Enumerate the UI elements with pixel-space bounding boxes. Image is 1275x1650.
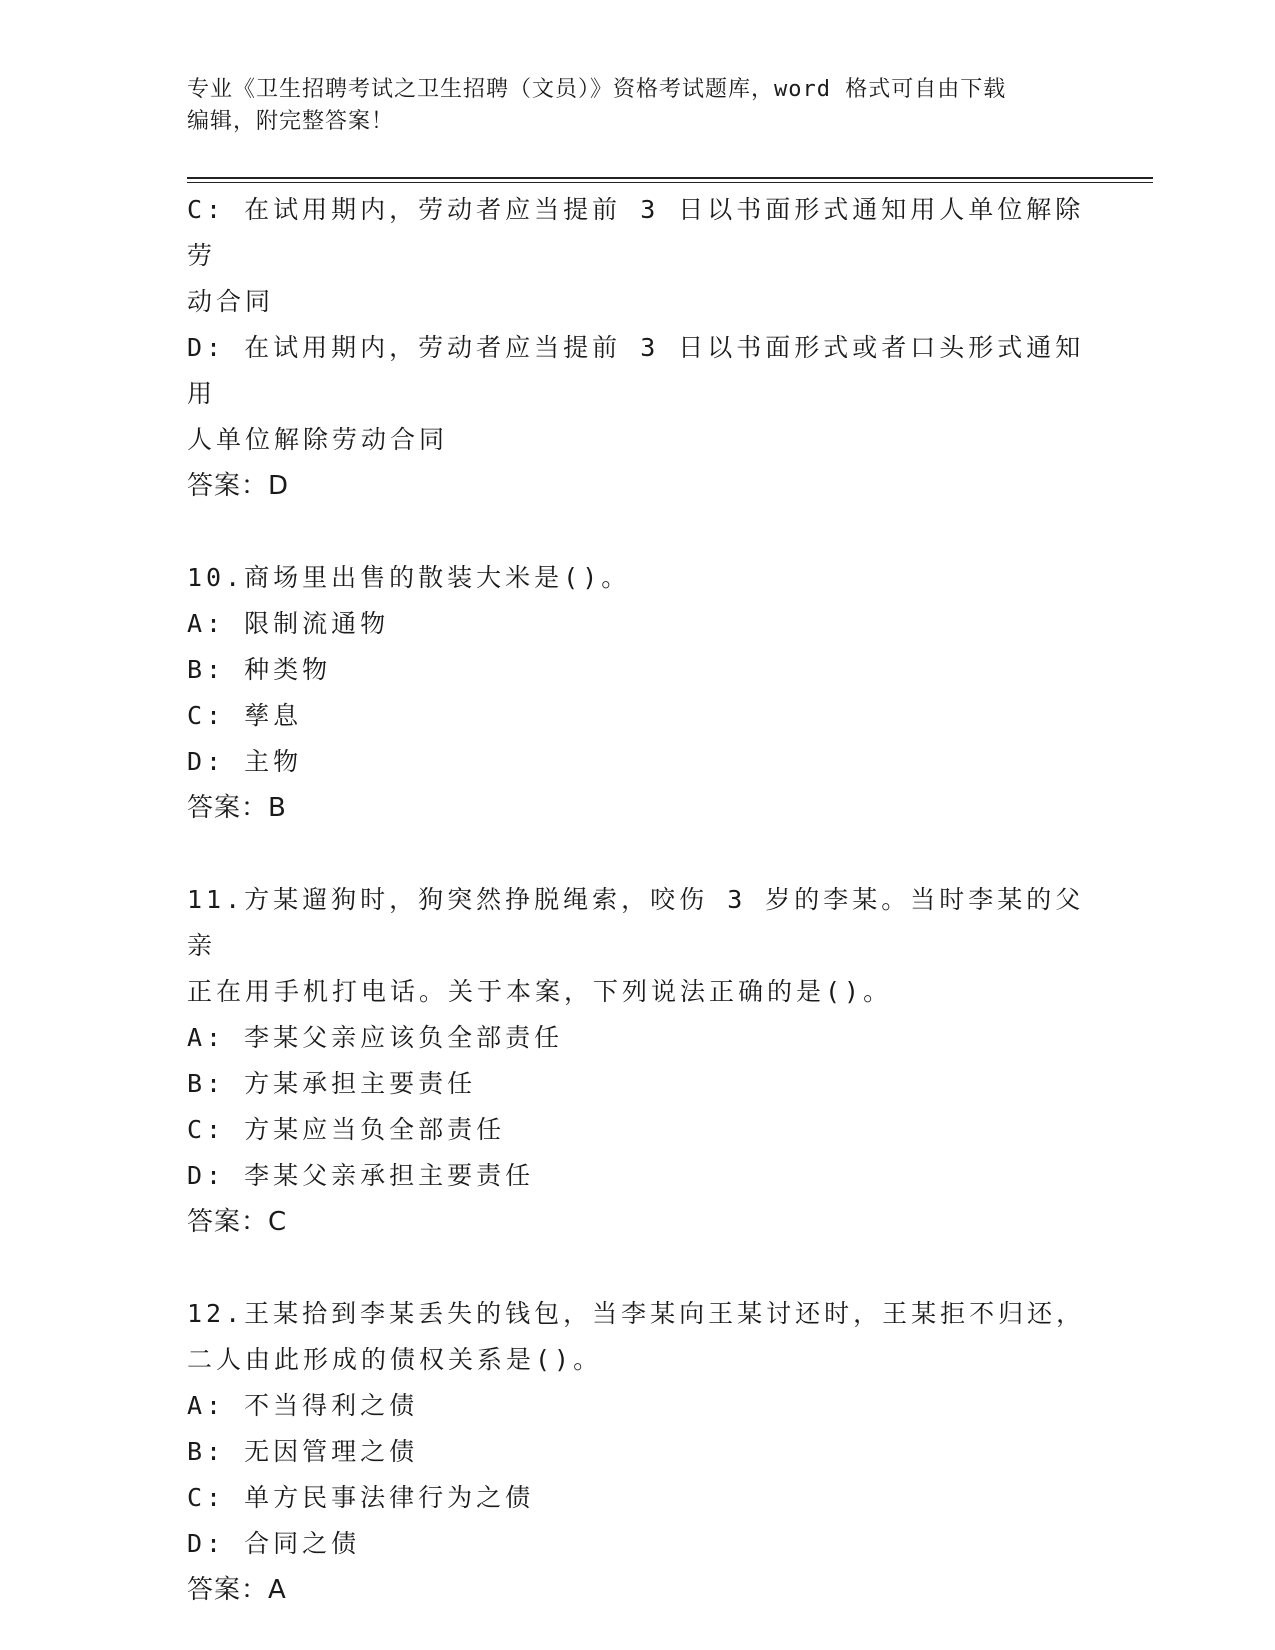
option-d-line-1: D: 在试用期内，劳动者应当提前 3 日以书面形式或者口头形式通知用 (187, 333, 1085, 408)
answer-line: 答案：C (187, 1207, 288, 1237)
answer-line: 答案：A (187, 1575, 287, 1605)
option-d: D: 李某父亲承担主要责任 (187, 1161, 535, 1190)
question-11 (187, 877, 1087, 1245)
option-c: C: 孳息 (187, 701, 303, 730)
spacer (187, 1245, 1087, 1291)
option-b: B: 无因管理之债 (187, 1437, 419, 1466)
option-c: C: 单方民事法律行为之债 (187, 1483, 535, 1512)
question-stem-line-1: 12.王某拾到李某丢失的钱包，当李某向王某讨还时，王某拒不归还， (187, 1299, 1086, 1328)
question-10 (187, 555, 1087, 831)
header-divider-thick (187, 177, 1153, 179)
answer-line: 答案：D (187, 471, 290, 501)
option-b: B: 方某承担主要责任 (187, 1069, 477, 1098)
option-d-line-2: 人单位解除劳动合同 (187, 425, 449, 454)
option-a: A: 不当得利之债 (187, 1391, 419, 1420)
header-divider-thin (187, 182, 1153, 183)
question-9-continued (187, 187, 1087, 509)
question-stem-line-1: 11.方某遛狗时，狗突然挣脱绳索，咬伤 3 岁的李某。当时李某的父亲 (187, 885, 1085, 960)
answer-line: 答案：B (187, 793, 287, 823)
header-title-line-2: 编辑，附完整答案！ (187, 109, 395, 134)
question-12 (187, 1291, 1087, 1613)
option-c: C: 方某应当负全部责任 (187, 1115, 506, 1144)
option-c-line-1: C: 在试用期内，劳动者应当提前 3 日以书面形式通知用人单位解除劳 (187, 195, 1085, 270)
question-stem: 10.商场里出售的散装大米是()。 (187, 563, 631, 592)
spacer (187, 831, 1087, 877)
option-d: D: 主物 (187, 747, 303, 776)
option-a: A: 李某父亲应该负全部责任 (187, 1023, 564, 1052)
question-stem-line-2: 正在用手机打电话。关于本案，下列说法正确的是()。 (187, 977, 893, 1006)
header-title-line-1: 专业《卫生招聘考试之卫生招聘（文员）》资格考试题库，word 格式可自由下载 (187, 77, 1007, 102)
question-content (187, 187, 1087, 1613)
option-c-line-2: 动合同 (187, 287, 275, 316)
option-a: A: 限制流通物 (187, 609, 390, 638)
spacer (187, 509, 1087, 555)
option-d: D: 合同之债 (187, 1529, 361, 1558)
option-b: B: 种类物 (187, 655, 332, 684)
question-stem-line-2: 二人由此形成的债权关系是()。 (187, 1345, 603, 1374)
document-header (187, 74, 1067, 138)
